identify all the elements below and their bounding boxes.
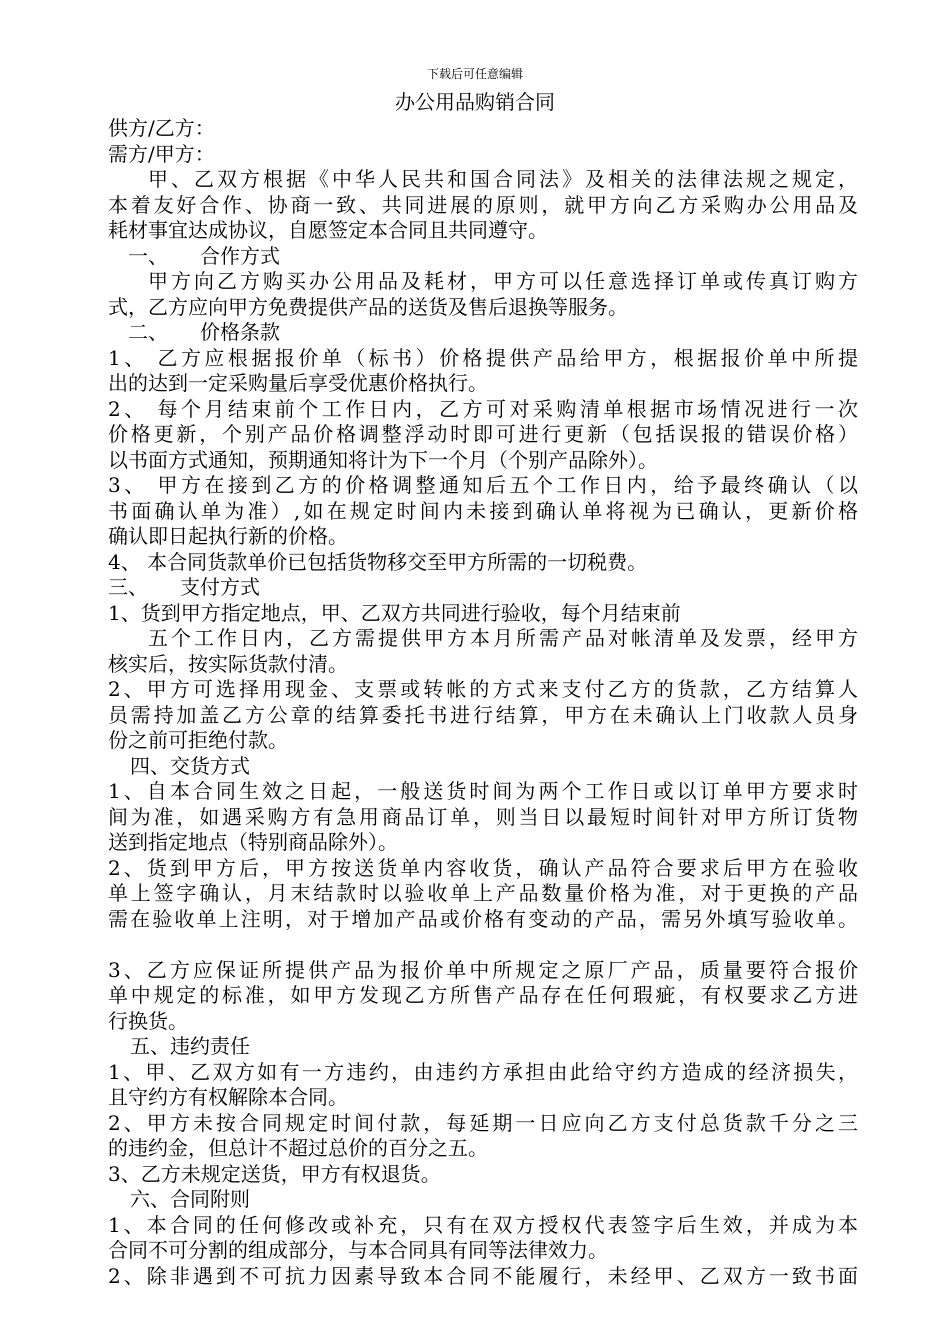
section-heading-4: 四、交货方式 <box>130 753 250 778</box>
paragraph-line: 甲方向乙方购买办公用品及耗材，甲方可以任意选择订单或传真订购方 <box>148 269 858 293</box>
party-buyer: 需方/甲方： <box>108 141 215 166</box>
paragraph-line: 3、 甲方在接到乙方的价格调整通知后五个工作日内，给予最终确认（以 <box>108 473 858 497</box>
paragraph-line: 送到指定地点（特别商品除外）。 <box>108 830 398 854</box>
section-title: 合作方式 <box>200 243 280 268</box>
paragraph-line: 且守约方有权解除本合同。 <box>108 1085 348 1109</box>
section-heading-3 <box>108 575 858 601</box>
section-heading-2 <box>108 320 858 346</box>
section-heading-5: 五、违约责任 <box>130 1034 250 1058</box>
paragraph-line: 1、甲、乙双方如有一方违约，由违约方承担由此给守约方造成的经济损失， <box>108 1059 858 1084</box>
paragraph-line: 单上签字确认，月末结款时以验收单上产品数量价格为准，对于更换的产品 <box>108 881 858 905</box>
section-title: 价格条款 <box>200 320 280 344</box>
header-note: 下载后可任意编辑 <box>426 67 523 81</box>
document-title: 办公用品购销合同 <box>395 90 555 114</box>
paragraph-line: 式，乙方应向甲方免费提供产品的送货及售后退换等服务。 <box>108 294 628 319</box>
paragraph-line: 2、 每个月结束前个工作日内，乙方可对采购清单根据市场情况进行一次 <box>108 396 858 421</box>
section-number: 二、 <box>128 320 168 344</box>
paragraph-line: 2、甲方可选择用现金、支票或转帐的方式来支付乙方的货款，乙方结算人 <box>108 677 858 701</box>
section-title: 支付方式 <box>180 575 260 599</box>
paragraph-line: 1、本合同的任何修改或补充，只有在双方授权代表签字后生效，并成为本 <box>108 1212 858 1237</box>
section-heading-6: 六、合同附则 <box>130 1187 250 1211</box>
intro-line: 本着友好合作、协商一致、共同进展的原则，就甲方向乙方采购办公用品及 <box>108 192 858 217</box>
section-number: 一、 <box>128 243 168 268</box>
paragraph-line: 1、 乙方应根据报价单（标书）价格提供产品给甲方，根据报价单中所提 <box>108 345 858 370</box>
paragraph-line: 合同不可分割的组成部分，与本合同具有同等法律效力。 <box>108 1238 608 1262</box>
paragraph-line: 2、除非遇到不可抗力因素导致本合同不能履行，未经甲、乙双方一致书面 <box>108 1263 858 1288</box>
paragraph-line: 4、 本合同货款单价已包括货物移交至甲方所需的一切税费。 <box>108 549 648 574</box>
paragraph-line: 需在验收单上注明，对于增加产品或价格有变动的产品，需另外填写验收单。 <box>108 906 858 931</box>
paragraph-line: 核实后，按实际货款付清。 <box>108 651 348 676</box>
intro-paragraph <box>108 167 858 244</box>
section-heading-1 <box>108 244 858 270</box>
paragraph-line: 书面确认单为准）,如在规定时间内未接到确认单将视为已确认，更新价格 <box>108 498 858 523</box>
paragraph-line: 间为准，如遇采购方有急用商品订单，则当日以最短时间针对甲方所订货物 <box>108 804 858 829</box>
paragraph-line: 份之前可拒绝付款。 <box>108 728 288 752</box>
intro-line: 耗材事宜达成协议，自愿签定本合同且共同遵守。 <box>108 218 548 242</box>
paragraph-line: 员需持加盖乙方公章的结算委托书进行结算，甲方在未确认上门收款人员身 <box>108 702 858 727</box>
paragraph-line: 出的达到一定采购量后享受优惠价格执行。 <box>108 371 488 395</box>
paragraph-line: 3、乙方应保证所提供产品为报价单中所规定之原厂产品，质量要符合报价 <box>108 957 858 982</box>
paragraph-line: 单中规定的标准，如甲方发现乙方所售产品存在任何瑕疵，有权要求乙方进 <box>108 983 858 1007</box>
paragraph-line: 确认即日起执行新的价格。 <box>108 524 348 548</box>
party-supplier: 供方/乙方： <box>108 116 215 140</box>
paragraph-line: 以书面方式通知，预期通知将计为下一个月（个别产品除外）。 <box>108 447 658 472</box>
section-number: 三、 <box>108 575 148 599</box>
paragraph-line: 价格更新，个别产品价格调整浮动时即可进行更新（包括误报的错误价格） <box>108 422 858 446</box>
paragraph-line: 五个工作日内，乙方需提供甲方本月所需产品对帐清单及发票，经甲方 <box>148 626 858 650</box>
paragraph-line: 行换货。 <box>108 1008 188 1033</box>
document-body <box>108 116 858 1289</box>
paragraph-line: 2、货到甲方后，甲方按送货单内容收货，确认产品符合要求后甲方在验收 <box>108 855 858 880</box>
paragraph-line: 2、甲方未按合同规定时间付款，每延期一日应向乙方支付总货款千分之三 <box>108 1110 858 1135</box>
paragraph-line: 1、货到甲方指定地点，甲、乙双方共同进行验收，每个月结束前 <box>108 600 681 625</box>
paragraph-line: 的违约金，但总计不超过总价的百分之五。 <box>108 1136 488 1160</box>
paragraph-line: 1、自本合同生效之日起，一般送货时间为两个工作日或以订单甲方要求时 <box>108 779 858 803</box>
intro-line: 甲、乙双方根据《中华人民共和国合同法》及相关的法律法规之规定， <box>148 167 858 191</box>
blank-line <box>108 932 858 958</box>
paragraph-line: 3、乙方未规定送货，甲方有权退货。 <box>108 1161 441 1186</box>
